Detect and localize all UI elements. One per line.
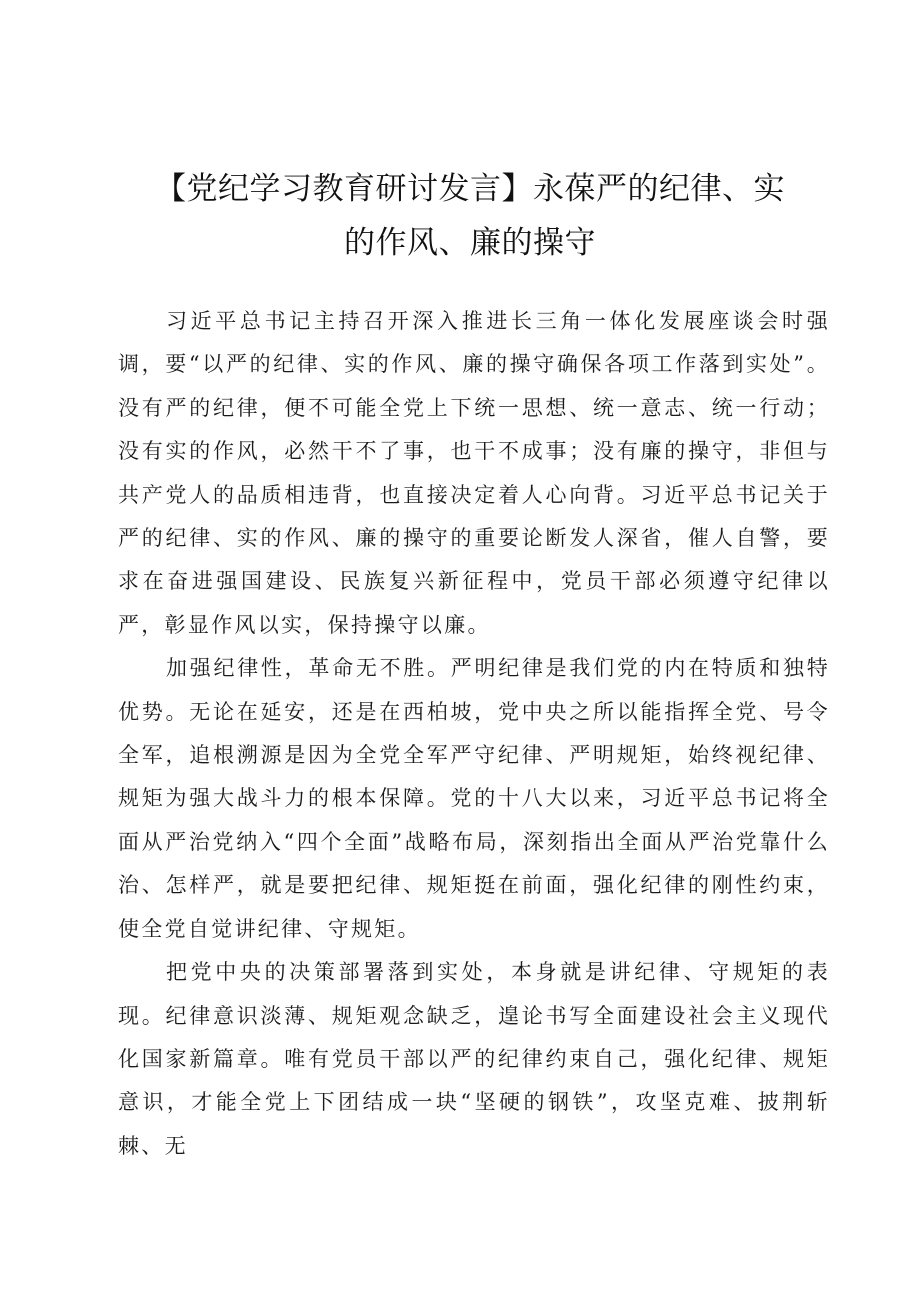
document-title: 【党纪学习教育研讨发言】永葆严的纪律、实的作风、廉的操守: [155, 171, 785, 261]
paragraph-2: 加强纪律性，革命无不胜。严明纪律是我们党的内在特质和独特优势。无论在延安，还是在西柏坡，党中央之所以能指挥全党、号令全军，追根溯源是因为全党全军严守纪律、严明规矩，始终视纪律、规矩为强大战斗力的根本保障。党的十八大以来，习近平总书记将全面从严治党纳入“四个全面”战略布局，深刻指出全面从严治党靠什么治、怎样严，就是要把纪律、规矩挺在前面，强化纪律的刚性约束，使全党自觉讲纪律、守规矩。: [118, 656, 830, 941]
document-body: [118, 300, 830, 1168]
paragraph-1: 习近平总书记主持召开深入推进长三角一体化发展座谈会时强调，要“以严的纪律、实的作风、廉的操守确保各项工作落到实处”。没有严的纪律，便不可能全党上下统一思想、统一意志、统一行动；没有实的作风，必然干不了事，也干不成事；没有廉的操守，非但与共产党人的品质相违背，也直接决定着人心向背。习近平总书记关于严的纪律、实的作风、廉的操守的重要论断发人深省，催人自警，要求在奋进强国建设、民族复兴新征程中，党员干部必须遵守纪律以严，彰显作风以实，保持操守以廉。: [118, 309, 830, 637]
paragraph-3: 把党中央的决策部署落到实处，本身就是讲纪律、守规矩的表现。纪律意识淡薄、规矩观念缺乏，遑论书写全面建设社会主义现代化国家新篇章。唯有党员干部以严的纪律约束自己，强化纪律、规矩意识，才能全党上下团结成一块“坚硬的钢铁”，攻坚克难、披荆斩棘、无: [118, 960, 830, 1158]
